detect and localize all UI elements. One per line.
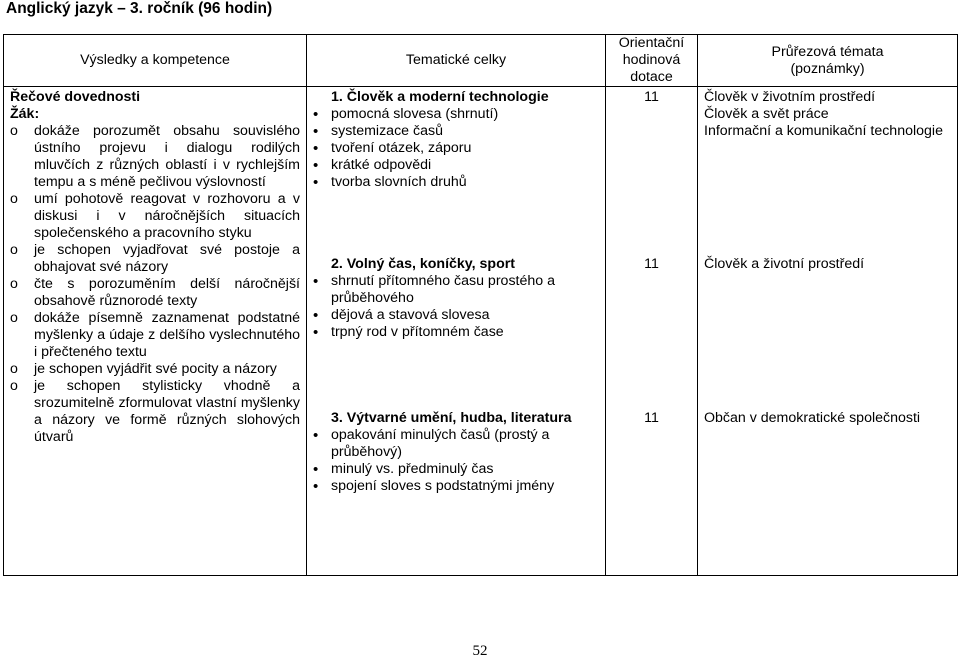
hours-block-2 xyxy=(606,254,697,408)
list-item: • spojení sloves s podstatnými jmény xyxy=(307,478,605,495)
list-item: • pomocná slovesa (shrnutí) xyxy=(307,106,605,123)
hours-block-3 xyxy=(606,408,697,427)
cross-topic: Informační a komunikační technologie xyxy=(704,123,943,139)
list-item: • systemizace časů xyxy=(307,123,605,140)
hours-value: 11 xyxy=(644,410,659,426)
list-item: • shrnutí přítomného času prostého a průběhového xyxy=(307,273,605,307)
topic-block-1 xyxy=(307,89,605,256)
list-item: • trpný rod v přítomném čase xyxy=(307,324,605,341)
header-competences-label: Výsledky a kompetence xyxy=(80,52,230,68)
list-item: • opakování minulých časů (prostý a průběhový) xyxy=(307,427,605,461)
cross-topic: Člověk v životním prostředí xyxy=(704,89,876,105)
list-item: o dokáže písemně zaznamenat podstatné myšlenky a údaje z delšího vyslechnutého i přečteného textu xyxy=(10,310,300,361)
competences-subheading: Žák: xyxy=(10,106,40,122)
topic-title: 1. Člověk a moderní technologie xyxy=(331,89,549,105)
hours-cell xyxy=(606,87,698,576)
list-item: • tvorba slovních druhů xyxy=(307,174,605,191)
table-body-row xyxy=(4,87,958,576)
page-number: 52 xyxy=(472,643,488,659)
header-cross-topics xyxy=(698,35,958,87)
competences-heading: Řečové dovednosti xyxy=(10,89,141,105)
list-item: • dějová a stavová slovesa xyxy=(307,307,605,324)
header-competences xyxy=(4,35,307,87)
list-item: o je schopen vyjádřit své pocity a názory xyxy=(10,361,300,378)
competences-cell xyxy=(4,87,307,576)
competences-list xyxy=(10,123,300,446)
header-hours-line: Orientační xyxy=(618,35,685,51)
cross-block-3 xyxy=(698,410,957,427)
hours-block-1 xyxy=(606,87,697,254)
topic-title: 3. Výtvarné umění, hudba, literatura xyxy=(331,410,572,426)
cross-topic: Občan v demokratické společnosti xyxy=(704,410,921,426)
cross-topic: Člověk a životní prostředí xyxy=(704,256,865,272)
list-item: • tvoření otázek, záporu xyxy=(307,140,605,157)
list-item: o čte s porozuměním delší náročnější obsahově různorodé texty xyxy=(10,276,300,310)
hours-value: 11 xyxy=(644,256,659,272)
cross-block-2 xyxy=(698,256,957,410)
list-item: o dokáže porozumět obsahu souvislého ústního projevu i dialogu rodilých mluvčích z různých oblastí i v rychlejším tempu a s méně pečlivou výslovností xyxy=(10,123,300,191)
list-item: o je schopen vyjadřovat své postoje a obhajovat své názory xyxy=(10,242,300,276)
header-cross-line: (poznámky) xyxy=(790,60,865,77)
topic-list xyxy=(307,427,605,495)
cross-block-1 xyxy=(698,87,957,256)
header-hours-line: hodinová xyxy=(622,52,681,68)
header-topics xyxy=(307,35,606,87)
header-cross-line: Průřezová témata xyxy=(771,43,884,60)
topic-title: 2. Volný čas, koníčky, sport xyxy=(331,256,515,272)
cross-topic: Člověk a svět práce xyxy=(704,106,829,122)
header-topics-label: Tematické celky xyxy=(405,52,507,68)
cross-topics-cell xyxy=(698,87,958,576)
curriculum-table xyxy=(3,34,958,576)
list-item: • krátké odpovědi xyxy=(307,157,605,174)
list-item: o umí pohotově reagovat v rozhovoru a v diskusi i v náročnějších situacích společenského a pracovního styku xyxy=(10,191,300,242)
topics-cell xyxy=(307,87,606,576)
list-item: o je schopen stylisticky vhodně a srozumitelně zformulovat vlastní myšlenky a názory ve formě různých slohových útvarů xyxy=(10,378,300,446)
topic-list xyxy=(307,106,605,191)
topic-block-3 xyxy=(307,410,605,495)
table-header-row xyxy=(4,35,958,87)
topic-block-2 xyxy=(307,256,605,410)
list-item: • minulý vs. předminulý čas xyxy=(307,461,605,478)
header-hours-line: dotace xyxy=(630,69,673,85)
header-hours xyxy=(606,35,698,87)
hours-value: 11 xyxy=(644,89,659,105)
document-title: Anglický jazyk – 3. ročník (96 hodin) xyxy=(6,0,273,17)
topic-list xyxy=(307,273,605,341)
